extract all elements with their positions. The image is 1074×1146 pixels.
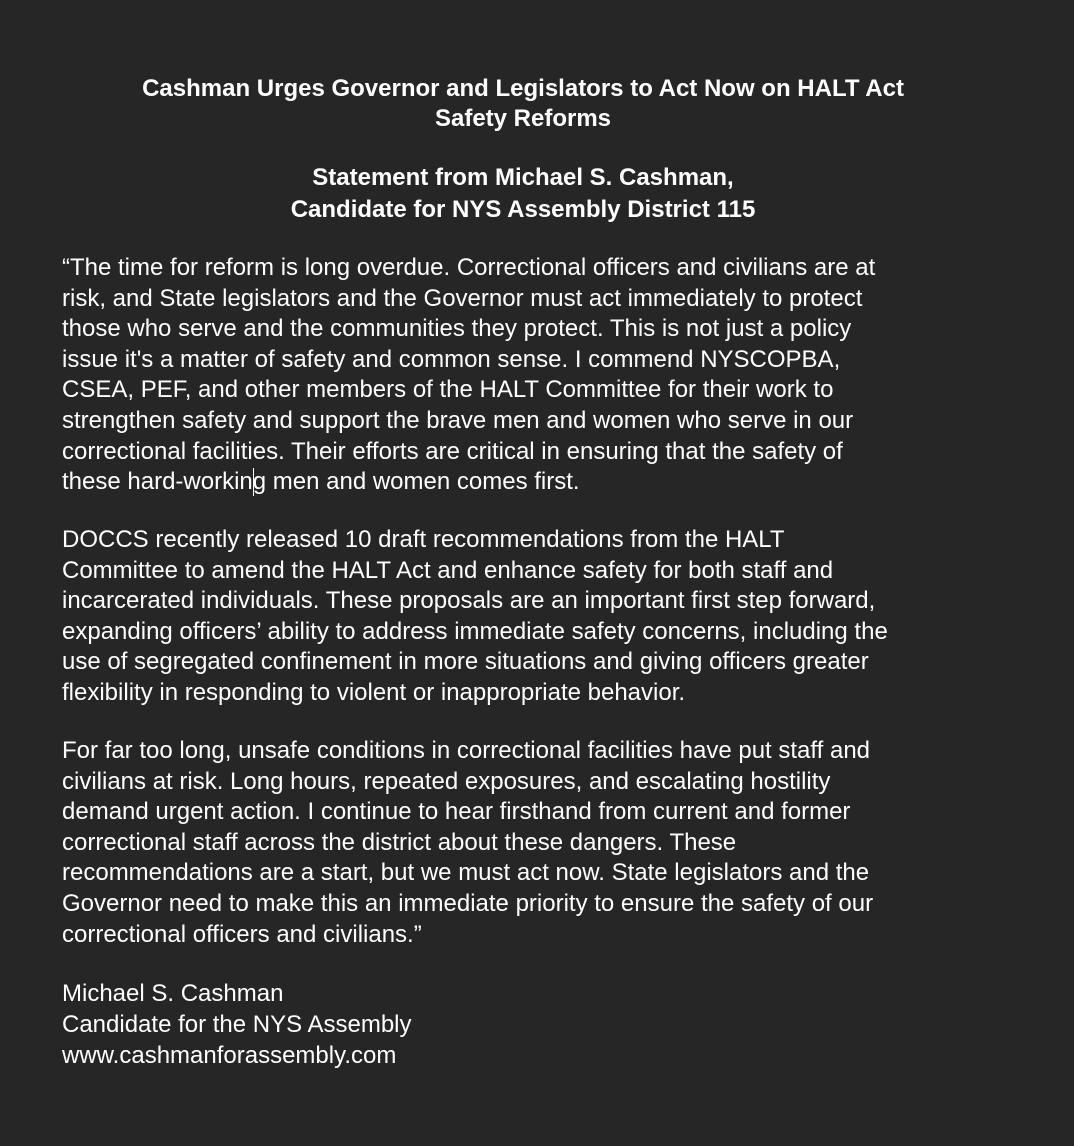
subtitle-line: Candidate for NYS Assembly District 115	[290, 196, 756, 223]
paragraph-line: correctional officers and civilians.”	[62, 920, 422, 948]
statement-paragraph-3[interactable]	[62, 736, 1052, 950]
paragraph-line: expanding officers’ ability to address immediate safety concerns, including the	[62, 617, 888, 645]
paragraph-line: DOCCS recently released 10 draft recommendations from the HALT	[62, 526, 785, 553]
signature-role: Candidate for the NYS Assembly	[62, 1011, 412, 1038]
paragraph-line: those who serve and the communities they protect. This is not just a policy	[62, 315, 852, 343]
paragraph-line: recommendations are a start, but we must act now. State legislators and the	[62, 859, 870, 887]
title-line: Cashman Urges Governor and Legislators to Act Now on HALT Act	[142, 75, 904, 102]
document-title	[0, 74, 1046, 134]
line-text-after-cursor: g men and women comes first.	[252, 468, 580, 496]
paragraph-line: Governor need to make this an immediate priority to ensure the safety of our	[62, 889, 874, 917]
paragraph-line: correctional facilities. Their efforts are critical in ensuring that the safety of	[62, 437, 843, 465]
paragraph-line: issue it's a matter of safety and common sense. I commend NYSCOPBA,	[62, 345, 841, 373]
paragraph-line: Committee to amend the HALT Act and enhance safety for both staff and	[62, 556, 834, 584]
paragraph-line: For far too long, unsafe conditions in correctional facilities have put staff and	[62, 737, 871, 764]
paragraph-line: CSEA, PEF, and other members of the HALT Committee for their work to	[62, 376, 834, 404]
statement-paragraph-2[interactable]	[62, 525, 1052, 709]
paragraph-line: flexibility in responding to violent or inappropriate behavior.	[62, 678, 686, 706]
signature-website: www.cashmanforassembly.com	[62, 1042, 397, 1069]
subtitle-line: Statement from Michael S. Cashman,	[312, 164, 734, 191]
paragraph-line: demand urgent action. I continue to hear firsthand from current and former	[62, 798, 851, 826]
paragraph-line: civilians at risk. Long hours, repeated exposures, and escalating hostility	[62, 767, 831, 795]
signature-block	[62, 978, 412, 1071]
paragraph-line: incarcerated individuals. These proposals are an important first step forward,	[62, 587, 876, 615]
paragraph-line	[62, 467, 1052, 498]
paragraph-line: correctional staff across the district about these dangers. These	[62, 828, 737, 856]
paragraph-line: use of segregated confinement in more situations and giving officers greater	[62, 648, 869, 676]
statement-subtitle	[0, 162, 1046, 226]
paragraph-line: “The time for reform is long overdue. Correctional officers and civilians are at	[62, 254, 876, 281]
signature-name: Michael S. Cashman	[62, 980, 284, 1007]
title-line: Safety Reforms	[434, 105, 612, 132]
paragraph-line: strengthen safety and support the brave men and women who serve in our	[62, 406, 854, 434]
line-text-before-cursor: these hard-workin	[62, 468, 253, 496]
statement-paragraph-1[interactable]	[62, 253, 1052, 498]
paragraph-line: risk, and State legislators and the Governor must act immediately to protect	[62, 284, 863, 312]
